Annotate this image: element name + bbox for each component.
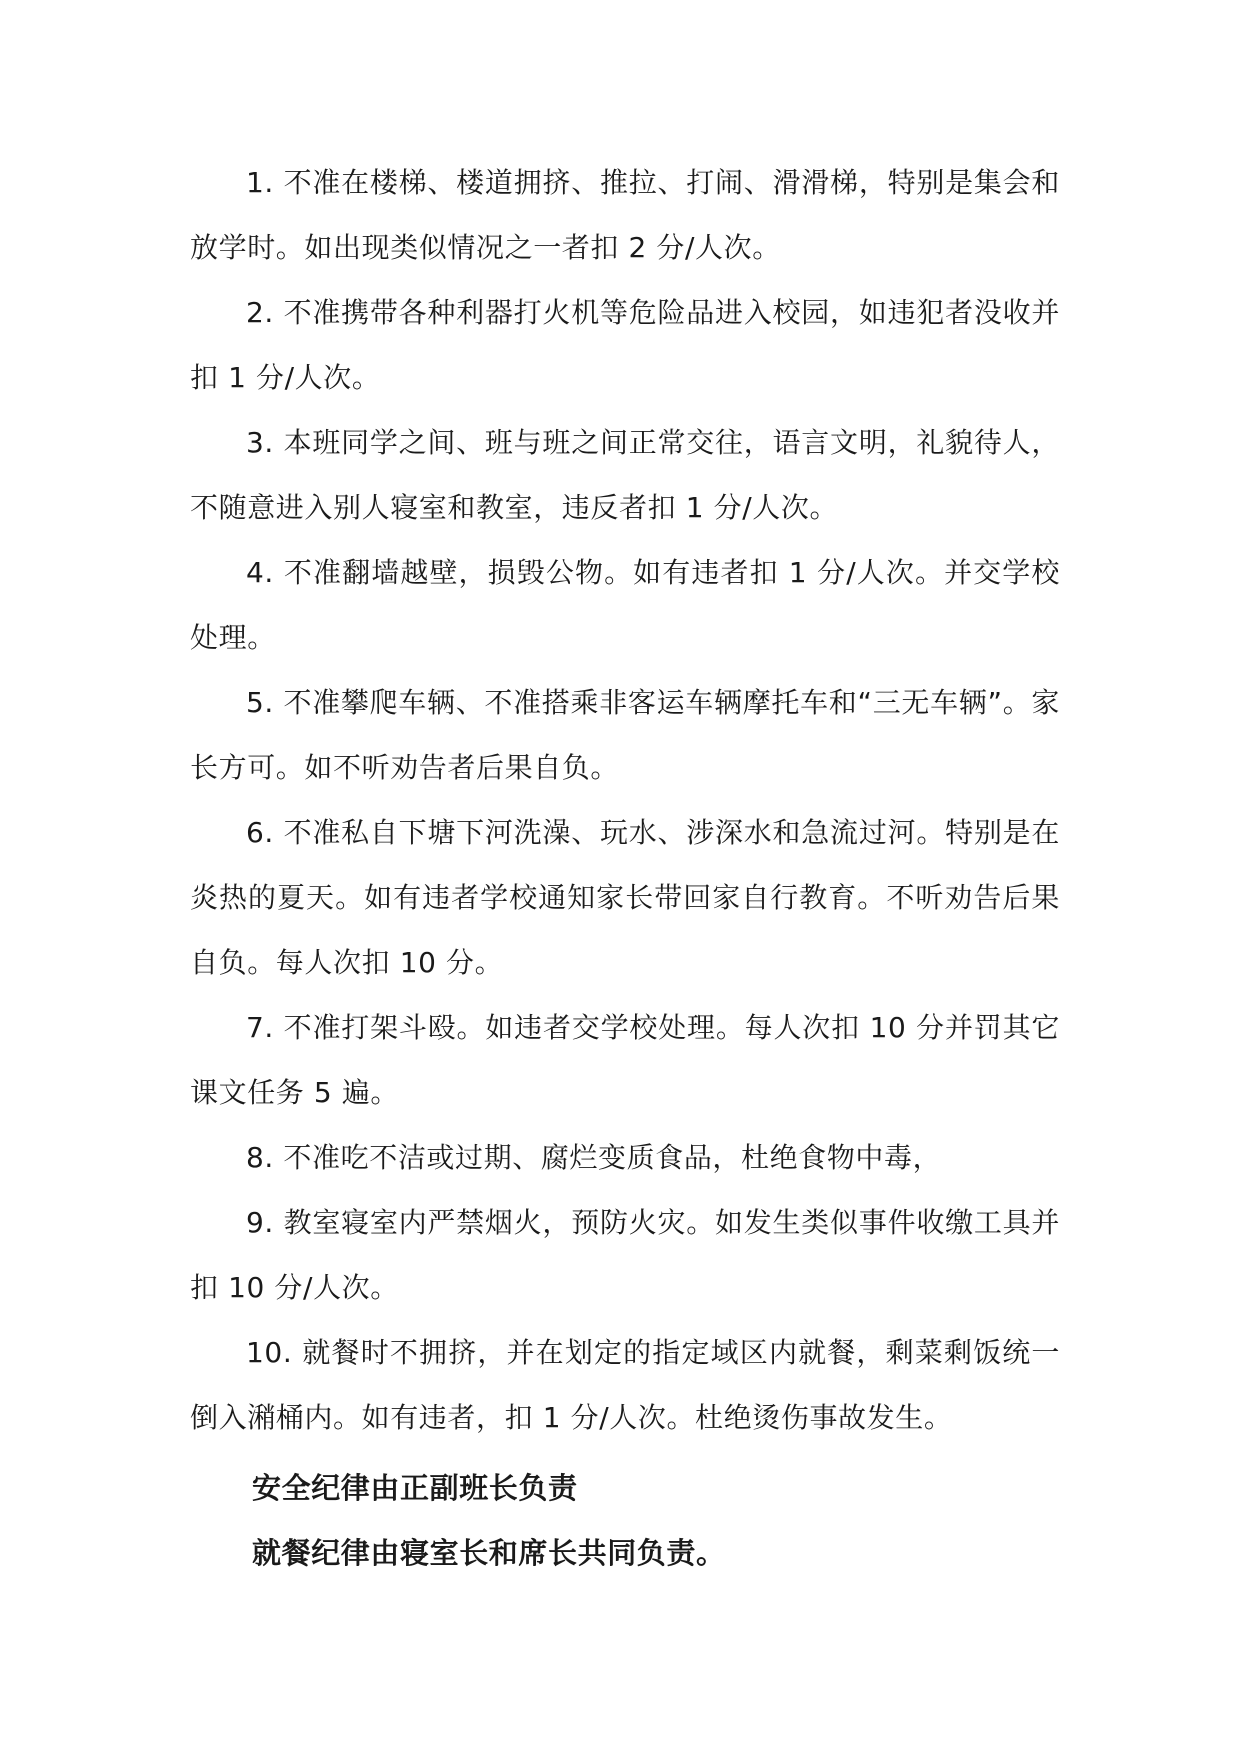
dining-responsibility-note: 就餐纪律由寝室长和席长共同负责。: [252, 1536, 726, 1570]
rule-2: 2. 不准携带各种利器打火机等危险品进入校园，如违犯者没收并扣 1 分/人次。: [190, 296, 1060, 394]
safety-responsibility-note: 安全纪律由正副班长负责: [252, 1471, 578, 1505]
rule-8: 8. 不准吃不洁或过期、腐烂变质食品，杜绝食物中毒，: [246, 1141, 942, 1174]
rule-7: 7. 不准打架斗殴。如违者交学校处理。每人次扣 10 分并罚其它课文任务 5 遍。: [190, 1011, 1060, 1109]
rule-4: 4. 不准翻墙越壁，损毁公物。如有违者扣 1 分/人次。并交学校处理。: [190, 556, 1060, 654]
rule-10: 10. 就餐时不拥挤，并在划定的指定域区内就餐，剩菜剩饭统一倒入潲桶内。如有违者，扣 1 分/人次。杜绝烫伤事故发生。: [190, 1336, 1060, 1434]
document-body: [190, 150, 1060, 1575]
rule-5: 5. 不准攀爬车辆、不准搭乘非客运车辆摩托车和“三无车辆”。家长方可。如不听劝告者后果自负。: [190, 686, 1060, 784]
rule-1: 1. 不准在楼梯、楼道拥挤、推拉、打闹、滑滑梯，特别是集会和放学时。如出现类似情况之一者扣 2 分/人次。: [190, 166, 1060, 264]
rule-6: 6. 不准私自下塘下河洗澡、玩水、涉深水和急流过河。特别是在炎热的夏天。如有违者学校通知家长带回家自行教育。不听劝告后果自负。每人次扣 10 分。: [190, 816, 1060, 979]
rule-9: 9. 教室寝室内严禁烟火，预防火灾。如发生类似事件收缴工具并扣 10 分/人次。: [190, 1206, 1060, 1304]
rule-3: 3. 本班同学之间、班与班之间正常交往，语言文明，礼貌待人，不随意进入别人寝室和教室，违反者扣 1 分/人次。: [190, 426, 1060, 524]
